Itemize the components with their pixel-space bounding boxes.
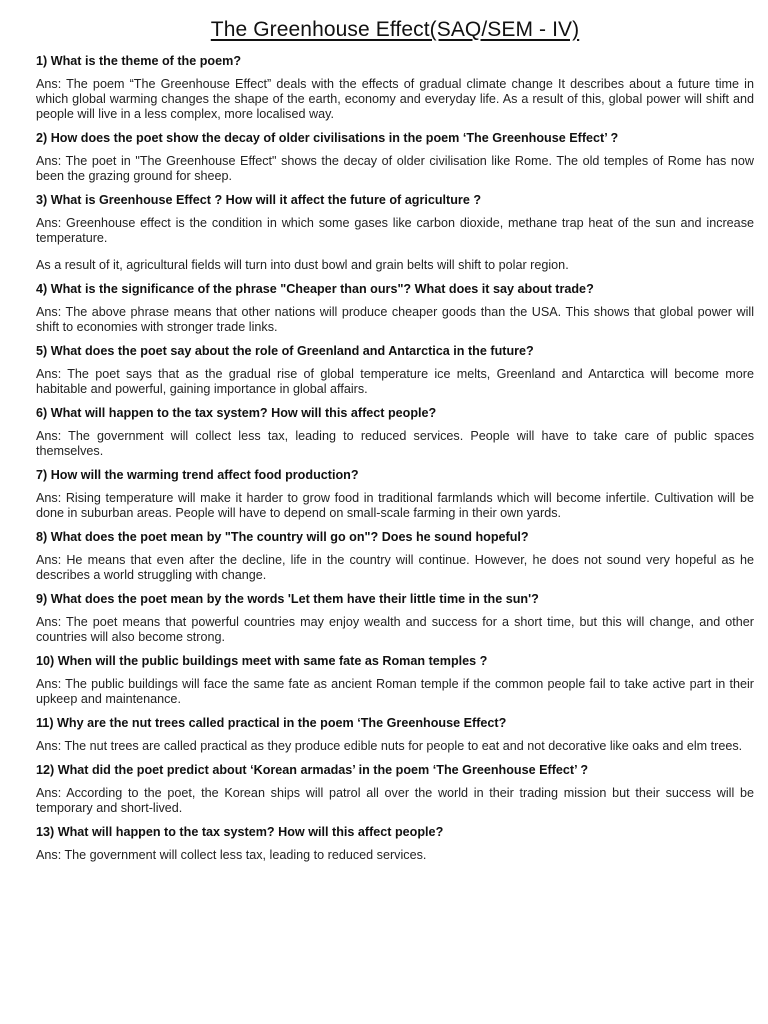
question-4: 4) What is the significance of the phrase "Cheaper than ours"? What does it say about trade? <box>36 282 594 296</box>
qa-item-4 <box>36 282 754 335</box>
answer-11: Ans: The nut trees are called practical as they produce edible nuts for people to eat and not decorative like oaks and elm trees. <box>36 739 743 753</box>
question-3: 3) What is Greenhouse Effect ? How will it affect the future of agriculture ? <box>36 193 482 207</box>
answer-3-part-1: Ans: Greenhouse effect is the condition in which some gases like carbon dioxide, methane trap heat of the sun and increase temperature. <box>36 216 754 245</box>
answer-5: Ans: The poet says that as the gradual rise of global temperature ice melts, Greenland and Antarctica will become more habitable and powerful, gaining importance in global affairs. <box>36 367 754 396</box>
question-10: 10) When will the public buildings meet with same fate as Roman temples ? <box>36 654 488 668</box>
qa-item-8 <box>36 530 754 583</box>
answer-10: Ans: The public buildings will face the same fate as ancient Roman temple if the common people fail to take active part in their upkeep and maintenance. <box>36 677 754 706</box>
answer-4: Ans: The above phrase means that other nations will produce cheaper goods than the USA. This shows that global power will shift to economies with stronger trade links. <box>36 305 754 334</box>
question-7: 7) How will the warming trend affect food production? <box>36 468 359 482</box>
qa-item-7 <box>36 468 754 521</box>
question-8: 8) What does the poet mean by "The country will go on"? Does he sound hopeful? <box>36 530 529 544</box>
qa-item-6 <box>36 406 754 459</box>
answer-2: Ans: The poet in "The Greenhouse Effect" shows the decay of older civilisation like Rome. The old temples of Rome has now been the grazing ground for sheep. <box>36 154 754 183</box>
question-9: 9) What does the poet mean by the words 'Let them have their little time in the sun'? <box>36 592 539 606</box>
answer-12: Ans: According to the poet, the Korean ships will patrol all over the world in their trading mission but their success will be temporary and short-lived. <box>36 786 754 815</box>
qa-item-1 <box>36 54 754 122</box>
question-2: 2) How does the poet show the decay of older civilisations in the poem ‘The Greenhouse Effect’ ? <box>36 131 619 145</box>
qa-item-9 <box>36 592 754 645</box>
qa-item-11 <box>36 716 754 754</box>
document-title: The Greenhouse Effect(SAQ/SEM - IV) <box>210 18 580 41</box>
answer-1: Ans: The poem “The Greenhouse Effect” deals with the effects of gradual climate change It describes about a future time in which global warming changes the shape of the earth, economy and everyday life. As a result of this, global power will shift and people will live in a less complex, more localised way. <box>36 77 754 121</box>
qa-item-12 <box>36 763 754 816</box>
question-6: 6) What will happen to the tax system? How will this affect people? <box>36 406 437 420</box>
question-12: 12) What did the poet predict about ‘Korean armadas’ in the poem ‘The Greenhouse Effect’ ? <box>36 763 589 777</box>
answer-6: Ans: The government will collect less tax, leading to reduced services. People will have to take care of public spaces themselves. <box>36 429 754 458</box>
qa-item-2 <box>36 131 754 184</box>
question-1: 1) What is the theme of the poem? <box>36 54 242 68</box>
answer-7: Ans: Rising temperature will make it harder to grow food in traditional farmlands which will become infertile. Cultivation will be done in suburban areas. People will have to depend on small-scale farming in their own yards. <box>36 491 754 520</box>
answer-8: Ans: He means that even after the decline, life in the country will continue. However, he does not sound very hopeful as he describes a world struggling with change. <box>36 553 754 582</box>
qa-item-3 <box>36 193 754 273</box>
question-13: 13) What will happen to the tax system? How will this affect people? <box>36 825 444 839</box>
question-11: 11) Why are the nut trees called practical in the poem ‘The Greenhouse Effect? <box>36 716 507 730</box>
qa-item-10 <box>36 654 754 707</box>
answer-3-part-2: As a result of it, agricultural fields will turn into dust bowl and grain belts will shift to polar region. <box>36 258 569 272</box>
qa-item-13 <box>36 825 754 863</box>
question-5: 5) What does the poet say about the role of Greenland and Antarctica in the future? <box>36 344 534 358</box>
answer-9: Ans: The poet means that powerful countries may enjoy wealth and success for a short time, but this will change, and other countries will also become strong. <box>36 615 754 644</box>
answer-13: Ans: The government will collect less tax, leading to reduced services. <box>36 848 427 862</box>
qa-item-5 <box>36 344 754 397</box>
